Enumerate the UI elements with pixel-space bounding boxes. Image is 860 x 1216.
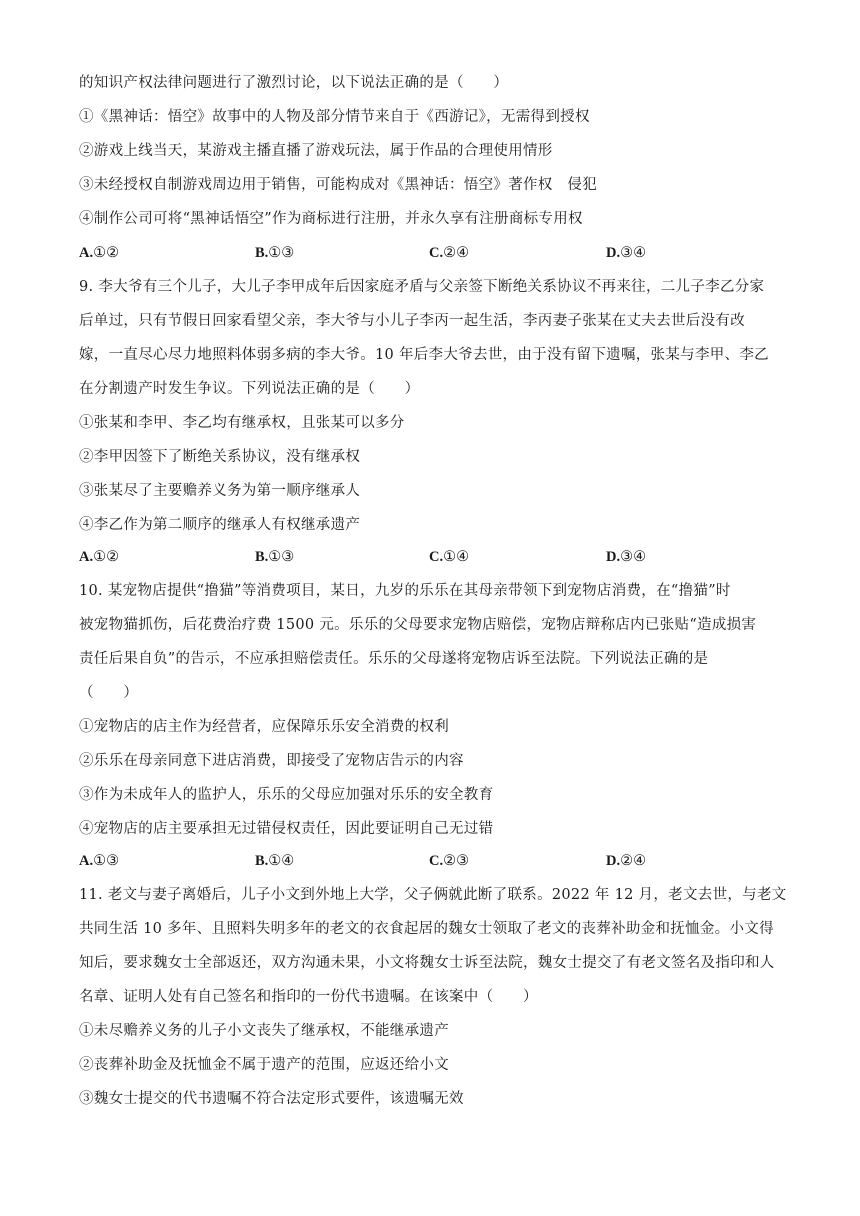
q8-options (79, 243, 799, 263)
q9-statement-3: ③张某尽了主要赡养义务为第一顺序继承人 (79, 483, 361, 499)
q10-option-a: A.①③ (79, 853, 120, 869)
q8-option-b: B.①③ (255, 245, 295, 261)
q10-stem-line-3: 责任后果自负”的告示，不应承担赔偿责任。乐乐的父母遂将宠物店诉至法院。下列说法正确的是 (79, 651, 709, 667)
q9-stem-line-3: 嫁，一直尽心尽力地照料体弱多病的李大爷。10 年后李大爷去世，由于没有留下遗嘱，张某与李甲、李乙 (79, 347, 769, 363)
q9-options (79, 547, 799, 567)
q8-option-d: D.③④ (606, 245, 647, 261)
q11-stem-line-4: 名章、证明人处有自己签名和指印的一份代书遗嘱。在该案中（ ） (79, 989, 538, 1005)
q10-option-c: C.②③ (429, 853, 470, 869)
q9-stem-line-4: 在分割遗产时发生争议。下列说法正确的是（ ） (79, 381, 420, 397)
q9-option-d: D.③④ (606, 549, 647, 565)
q10-stem-line-1: 10. 某宠物店提供“撸猫”等消费项目，某日，九岁的乐乐在其母亲带领下到宠物店消费，在“撸猫”时 (79, 583, 731, 599)
q9-statement-1: ①张某和李甲、李乙均有继承权，且张某可以多分 (79, 415, 405, 431)
q9-option-b: B.①③ (255, 549, 295, 565)
q8-option-c: C.②④ (429, 245, 470, 261)
q9-stem-line-1: 9. 李大爷有三个儿子，大儿子李甲成年后因家庭矛盾与父亲签下断绝关系协议不再来往，二儿子李乙分家 (79, 279, 765, 295)
q9-stem-line-2: 后单过，只有节假日回家看望父亲，李大爷与小儿子李丙一起生活，李丙妻子张某在丈夫去世后没有改 (79, 313, 745, 329)
q9-statement-2: ②李甲因签下了断绝关系协议，没有继承权 (79, 449, 361, 465)
q9-option-c: C.①④ (429, 549, 470, 565)
q10-stem-line-2: 被宠物猫抓伤，后花费治疗费 1500 元。乐乐的父母要求宠物店赔偿，宠物店辩称店内已张贴“造成损害 (79, 617, 757, 633)
q10-option-b: B.①④ (255, 853, 295, 869)
q8-statement-3: ③未经授权自制游戏周边用于销售，可能构成对《黑神话：悟空》著作权 侵犯 (79, 177, 597, 193)
q11-statement-3: ③魏女士提交的代书遗嘱不符合法定形式要件，该遗嘱无效 (79, 1091, 464, 1107)
q8-stem-tail: 的知识产权法律问题进行了激烈讨论，以下说法正确的是（ ） (79, 75, 509, 91)
q10-options (79, 851, 799, 871)
q10-statement-3: ③作为未成年人的监护人，乐乐的父母应加强对乐乐的安全教育 (79, 787, 494, 803)
q11-statement-1: ①未尽赡养义务的儿子小文丧失了继承权，不能继承遗产 (79, 1023, 449, 1039)
q10-statement-2: ②乐乐在母亲同意下进店消费，即接受了宠物店告示的内容 (79, 753, 464, 769)
q11-statement-2: ②丧葬补助金及抚恤金不属于遗产的范围，应返还给小文 (79, 1057, 449, 1073)
q8-statement-4: ④制作公司可将“黑神话悟空”作为商标进行注册，并永久享有注册商标专用权 (79, 211, 583, 227)
q9-statement-4: ④李乙作为第二顺序的继承人有权继承遗产 (79, 517, 361, 533)
q9-option-a: A.①② (79, 549, 120, 565)
q10-stem-line-4: （ ） (79, 685, 139, 701)
q8-statement-2: ②游戏上线当天，某游戏主播直播了游戏玩法，属于作品的合理使用情形 (79, 143, 553, 159)
q11-stem-line-1: 11. 老文与妻子离婚后，儿子小文到外地上大学，父子俩就此断了联系。2022 年 12 月，老文去世，与老文 (79, 887, 787, 903)
q11-stem-line-3: 知后，要求魏女士全部返还，双方沟通未果，小文将魏女士诉至法院，魏女士提交了有老文签名及指印和人 (79, 955, 775, 971)
q10-statement-1: ①宠物店的店主作为经营者，应保障乐乐安全消费的权利 (79, 719, 449, 735)
q10-statement-4: ④宠物店的店主要承担无过错侵权责任，因此要证明自己无过错 (79, 821, 494, 837)
q8-option-a: A.①② (79, 245, 120, 261)
q10-option-d: D.②④ (606, 853, 647, 869)
q11-stem-line-2: 共同生活 10 多年、且照料失明多年的老文的衣食起居的魏女士领取了老文的丧葬补助金和抚恤金。小文得 (79, 921, 774, 937)
q8-statement-1: ①《黑神话：悟空》故事中的人物及部分情节来自于《西游记》，无需得到授权 (79, 109, 590, 125)
